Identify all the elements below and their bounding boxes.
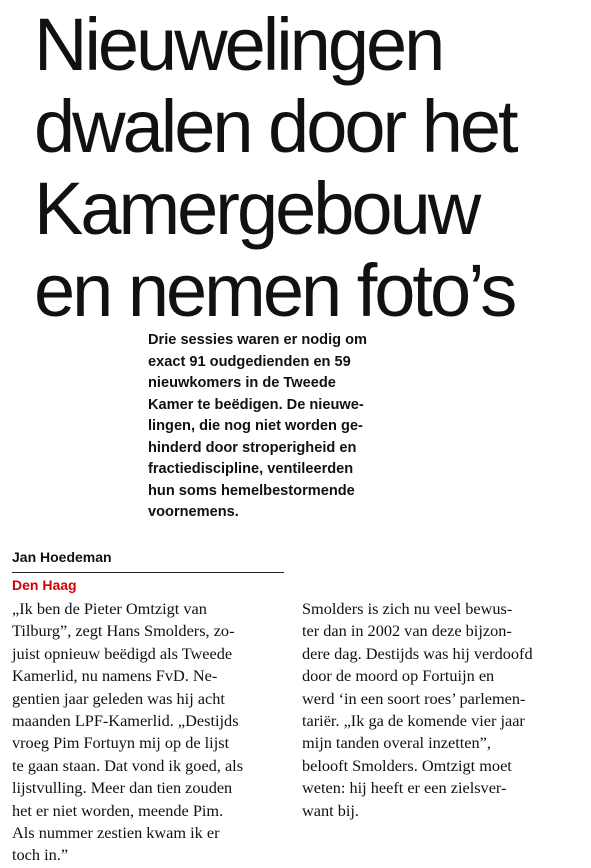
body-line: mijn tanden overal inzetten”, <box>302 733 491 753</box>
body-column-2 <box>302 598 591 822</box>
lead-line: Drie sessies waren er nodig om <box>148 332 367 348</box>
lead-line: fractiediscipline, ventileerden <box>148 461 354 477</box>
body-line: Als nummer zestien kwam ik er <box>12 823 220 843</box>
body-line: Tilburg”, zegt Hans Smolders, zo- <box>12 621 235 641</box>
body-line: weten: hij heeft er een zielsver- <box>302 778 507 798</box>
body-line: juist opnieuw beëdigd als Tweede <box>12 643 233 663</box>
body-line: het er niet worden, meende Pim. <box>12 800 224 820</box>
lead-line: hun soms hemelbestormende <box>148 482 355 499</box>
body-line: door de moord op Fortuijn en <box>302 666 495 686</box>
lead-line: exact 91 oudgedienden en 59 <box>148 353 351 370</box>
body-line: Smolders is zich nu veel bewus- <box>302 599 513 618</box>
lead-line: lingen, die nog niet worden ge- <box>148 418 363 434</box>
lead-line: hinderd door stroperigheid en <box>148 439 357 456</box>
body-line: lijstvulling. Meer dan tien zouden <box>12 778 233 798</box>
body-line: ter dan in 2002 van deze bijzon- <box>302 621 512 641</box>
headline <box>34 4 584 332</box>
body-line: maanden LPF-Kamerlid. „Destijds <box>12 711 239 731</box>
body-line: want bij. <box>302 800 359 820</box>
lead-paragraph <box>148 330 438 524</box>
body-line: toch in.” <box>12 845 69 865</box>
body-line: vroeg Pim Fortuyn mij op de lijst <box>12 733 230 753</box>
body-line: „Ik ben de Pieter Omtzigt van <box>12 599 207 618</box>
headline-line: Nieuwelingen <box>34 3 443 86</box>
lead-line: Kamer te beëdigen. De nieuwe- <box>148 396 364 413</box>
body-line: Kamerlid, nu namens FvD. Ne- <box>12 666 218 686</box>
body-line: werd ‘in een soort roes’ parlemen- <box>302 688 526 708</box>
body-line: tariër. „Ik ga de komende vier jaar <box>302 711 525 731</box>
lead-line: voornemens. <box>148 504 239 520</box>
headline-line: Kamergebouw <box>34 167 479 250</box>
byline: Jan Hoedeman <box>12 549 112 565</box>
lead-line: nieuwkomers in de Tweede <box>148 375 336 391</box>
headline-line: en nemen foto’s <box>34 249 515 332</box>
headline-line: dwalen door het <box>34 85 516 168</box>
byline-divider <box>12 572 284 573</box>
body-line: dere dag. Destijds was hij verdoofd <box>302 643 533 663</box>
body-line: gentien jaar geleden was hij acht <box>12 688 225 708</box>
dateline: Den Haag <box>12 577 77 593</box>
body-line: te gaan staan. Dat vond ik goed, als <box>12 755 244 775</box>
body-column-1 <box>12 598 302 867</box>
body-line: belooft Smolders. Omtzigt moet <box>302 755 512 775</box>
